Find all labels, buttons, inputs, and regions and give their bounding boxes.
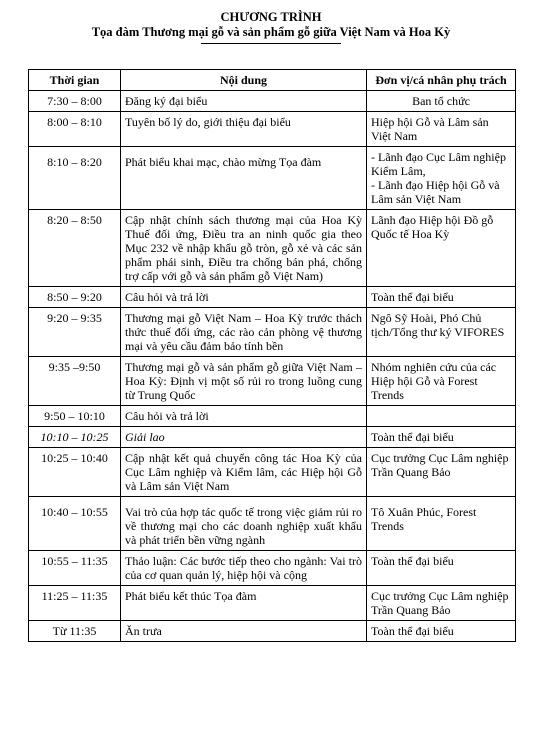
row-content: Phát biểu kết thúc Tọa đàm xyxy=(121,586,367,621)
row-time: 11:25 – 11:35 xyxy=(29,586,121,621)
row-unit: Cục trưởng Cục Lâm nghiệp Trần Quang Bảo xyxy=(367,586,516,621)
row-unit: Nhóm nghiên cứu của các Hiệp hội Gỗ và Forest Trends xyxy=(367,357,516,406)
row-time: 10:10 – 10:25 xyxy=(29,427,121,448)
row-content: Thương mại gỗ và sản phẩm gỗ giữa Việt Nam – Hoa Kỳ: Định vị một số rủi ro trong luồng cung từ Trung Quốc xyxy=(121,357,367,406)
row-time: 8:20 – 8:50 xyxy=(29,210,121,287)
row-content: Vai trò của hợp tác quốc tế trong việc giảm rủi ro về thương mại cho các doanh nghiệp xuất khẩu và phát triển bền vững ngành xyxy=(121,497,367,551)
table-row xyxy=(29,406,516,427)
table-row xyxy=(29,308,516,357)
row-unit: Hiệp hội Gỗ và Lâm sản Việt Nam xyxy=(367,112,516,147)
table-row xyxy=(29,621,516,642)
row-content: Giải lao xyxy=(121,427,367,448)
table-row xyxy=(29,551,516,586)
table-row xyxy=(29,448,516,497)
title-underline xyxy=(201,43,341,44)
table-row xyxy=(29,112,516,147)
document-title: CHƯƠNG TRÌNH xyxy=(220,10,322,24)
row-unit: Tô Xuân Phúc, Forest Trends xyxy=(367,497,516,551)
row-unit: Toàn thể đại biểu xyxy=(367,287,516,308)
row-unit: Lãnh đạo Hiệp hội Đồ gỗ Quốc tế Hoa Kỳ xyxy=(367,210,516,287)
row-time: 9:35 –9:50 xyxy=(29,357,121,406)
row-content: Đăng ký đại biểu xyxy=(121,91,367,112)
row-time: 10:40 – 10:55 xyxy=(29,497,121,551)
row-time: 10:25 – 10:40 xyxy=(29,448,121,497)
column-header-unit: Đơn vị/cá nhân phụ trách xyxy=(367,70,516,91)
table-row xyxy=(29,91,516,112)
row-time: 10:55 – 11:35 xyxy=(29,551,121,586)
table-row xyxy=(29,427,516,448)
row-time: 8:10 – 8:20 xyxy=(29,147,121,210)
row-unit xyxy=(367,406,516,427)
row-unit-line: - Lãnh đạo Cục Lâm nghiệp Kiểm Lâm, xyxy=(371,150,506,178)
row-time: 9:20 – 9:35 xyxy=(29,308,121,357)
table-row xyxy=(29,497,516,551)
table-header-row xyxy=(29,70,516,91)
row-content: Cập nhật chính sách thương mại của Hoa Kỳ Thuế đối ứng, Điều tra an ninh quốc gia theo Mục 232 về nhập khẩu gỗ tròn, gỗ xẻ và các sản phẩm phái sinh, Điều tra chống bán phá, chống trợ cấp với gỗ và sản phẩm gỗ Việt Nam) xyxy=(121,210,367,287)
row-unit-line: - Lãnh đạo Hiệp hội Gỗ và Lâm sản Việt Nam xyxy=(371,178,500,206)
row-unit: Cục trưởng Cục Lâm nghiệp Trần Quang Bảo xyxy=(367,448,516,497)
document-header xyxy=(0,0,542,44)
row-content: Thảo luận: Các bước tiếp theo cho ngành: Vai trò của cơ quan quản lý, hiệp hội và cộng xyxy=(121,551,367,586)
table-row xyxy=(29,357,516,406)
row-unit: Ban tổ chức xyxy=(367,91,516,112)
row-content: Thương mại gỗ Việt Nam – Hoa Kỳ trước thách thức thuế đối ứng, các rào cản phòng vệ thương mại và yêu cầu đảm bảo tính bền xyxy=(121,308,367,357)
row-time: 9:50 – 10:10 xyxy=(29,406,121,427)
table-row xyxy=(29,147,516,210)
row-content: Cập nhật kết quả chuyến công tác Hoa Kỳ của Cục Lâm nghiệp và Kiểm lâm, các Hiệp hội Gỗ và Lâm sản Việt Nam xyxy=(121,448,367,497)
column-header-content: Nội dung xyxy=(121,70,367,91)
table-row xyxy=(29,210,516,287)
row-unit: Toàn thể đại biểu xyxy=(367,621,516,642)
row-unit: Ngô Sỹ Hoài, Phó Chủ tịch/Tổng thư ký VIFORES xyxy=(367,308,516,357)
document-subtitle: Tọa đàm Thương mại gỗ và sản phẩm gỗ giữa Việt Nam và Hoa Kỳ xyxy=(91,25,451,39)
row-content: Ăn trưa xyxy=(121,621,367,642)
row-unit: Toàn thể đại biểu xyxy=(367,551,516,586)
row-unit xyxy=(367,147,516,210)
row-time: Từ 11:35 xyxy=(29,621,121,642)
row-unit: Toàn thể đại biểu xyxy=(367,427,516,448)
row-content: Phát biểu khai mạc, chào mừng Tọa đàm xyxy=(121,147,367,210)
column-header-time: Thời gian xyxy=(29,70,121,91)
row-time: 8:00 – 8:10 xyxy=(29,112,121,147)
row-time: 8:50 – 9:20 xyxy=(29,287,121,308)
table-row xyxy=(29,586,516,621)
row-content: Tuyên bố lý do, giới thiệu đại biểu xyxy=(121,112,367,147)
row-time: 7:30 – 8:00 xyxy=(29,91,121,112)
row-content: Câu hỏi và trả lời xyxy=(121,406,367,427)
row-content: Câu hỏi và trả lời xyxy=(121,287,367,308)
agenda-table xyxy=(28,69,516,642)
table-row xyxy=(29,287,516,308)
